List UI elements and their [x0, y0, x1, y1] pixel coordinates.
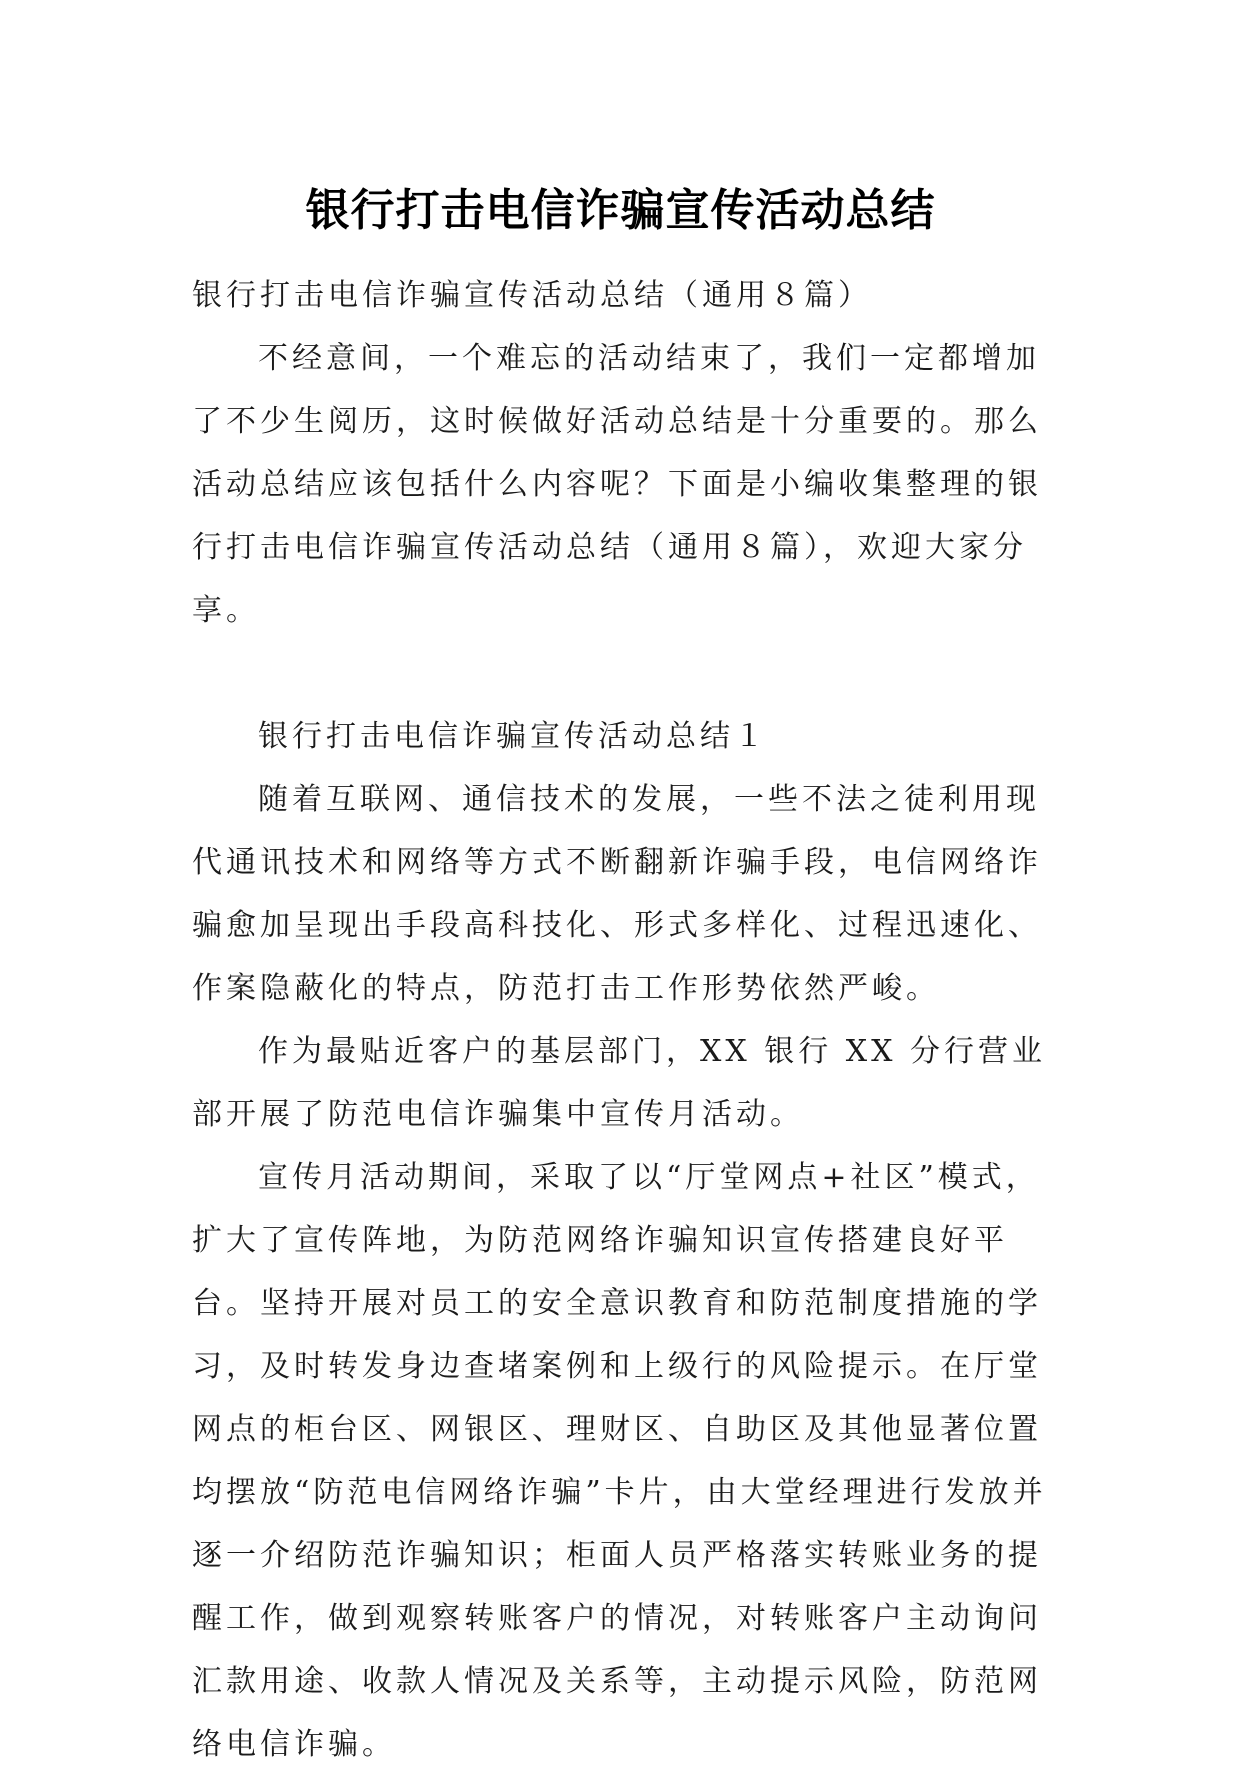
section-heading: 银行打击电信诈骗宣传活动总结１	[258, 719, 768, 754]
body-paragraph: 作为最贴近客户的基层部门，XX 银行 XX 分行营业部开展了防范电信诈骗集中宣传月活动。	[192, 1034, 1047, 1132]
document-subtitle: 银行打击电信诈骗宣传活动总结（通用８篇）	[192, 278, 872, 313]
document-body	[192, 264, 1062, 1776]
intro-paragraph: 不经意间，一个难忘的活动结束了，我们一定都增加了不少生阅历，这时候做好活动总结是十分重要的。那么活动总结应该包括什么内容呢？下面是小编收集整理的银行打击电信诈骗宣传活动总结（通用８篇），欢迎大家分享。	[192, 341, 1042, 628]
body-paragraph: 宣传月活动期间，采取了以“厅堂网点+社区”模式，扩大了宣传阵地，为防范网络诈骗知识宣传搭建良好平台。坚持开展对员工的安全意识教育和防范制度措施的学习，及时转发身边查堵案例和上级行的风险提示。在厅堂网点的柜台区、网银区、理财区、自助区及其他显著位置均摆放“防范电信网络诈骗”卡片，由大堂经理进行发放并逐一介绍防范诈骗知识；柜面人员严格落实转账业务的提醒工作，做到观察转账客户的情况，对转账客户主动询问汇款用途、收款人情况及关系等，主动提示风险，防范网络电信诈骗。	[192, 1160, 1047, 1762]
body-paragraph: 随着互联网、通信技术的发展，一些不法之徒利用现代通讯技术和网络等方式不断翻新诈骗手段，电信网络诈骗愈加呈现出手段高科技化、形式多样化、过程迅速化、作案隐蔽化的特点，防范打击工作形势依然严峻。	[192, 782, 1042, 1006]
document-title: 银行打击电信诈骗宣传活动总结	[305, 185, 936, 237]
section-spacer	[192, 642, 1062, 705]
